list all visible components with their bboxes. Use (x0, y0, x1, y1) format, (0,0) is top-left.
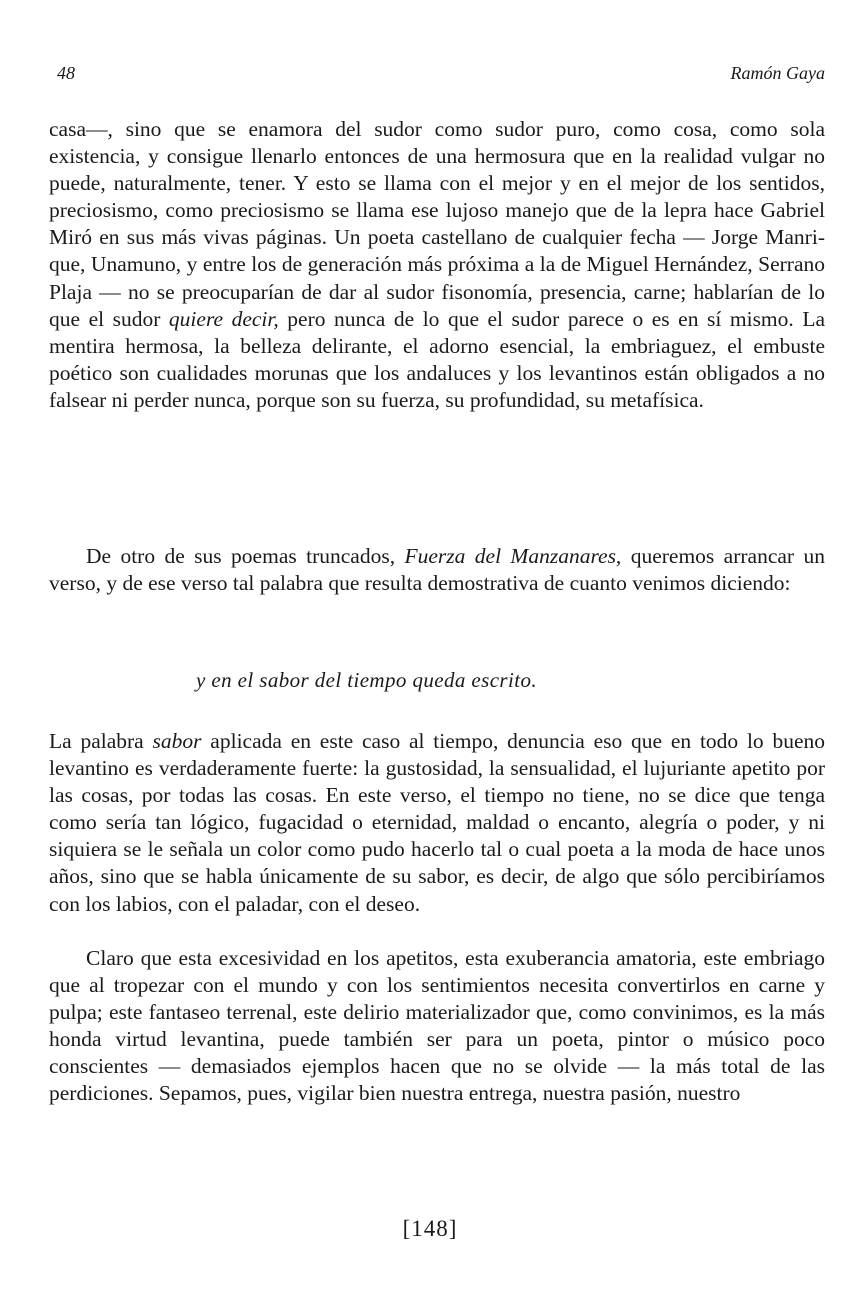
paragraph-4-text: Claro que esta excesividad en los apetitos, esta exuberancia amatoria, este embriago que al tropezar con el mundo y con los sentimientos necesita convertirlos en carne y pulpa; este fantaseo terrenal, este delirio materializador que, como convinimos, es la más honda virtud levantina, puede también ser para un poeta, pintor o músico poco conscientes — demasiados ejemplos hacen que no se olvide — la más total de las perdiciones. Sepamos, pues, vigilar bien nuestra entrega, nuestra pasión, nuestro (49, 946, 825, 1106)
page-header (57, 63, 825, 89)
paragraph-1-text-after: pero nunca de lo que el sudor parece o es en sí mismo. La mentira hermosa, la belleza delirante, el adorno esencial, la embriaguez, el embuste poético son cualidades morunas que los andaluces y los levantinos están obligados a no falsear ni perder nunca, porque son su fuerza, su profundidad, su metafísica. (49, 306, 825, 412)
paragraph-2 (49, 543, 825, 597)
paragraph-1-emphasis: quiere decir, (168, 306, 279, 331)
paragraph-2-emphasis: Fuerza del Manzanares, (404, 544, 622, 568)
paragraph-2-text-after: queremos arrancar un verso, y de ese verso tal palabra que resulta demostrativa de cuanto venimos diciendo: (49, 544, 825, 596)
paragraph-2-text-before: De otro de sus poemas truncados, (86, 544, 405, 568)
paragraph-4 (49, 945, 825, 1108)
paragraph-3-emphasis: sabor (152, 729, 202, 753)
paragraph-3-text-after: aplicada en este caso al tiempo, denuncia eso que en todo lo bueno levantino es verdaderamente fuerte: la gustosidad, la sensualidad, el lujuriante apetito por las cosas, por todas las cosas. En este verso, el tiempo no tiene, no se dice que tenga como sería tan lógico, fugacidad o eternidad, maldad o encanto, alegría o poder, y ni siquiera se le señala un color como pudo hacerlo tal o cual poeta a la moda de hace unos años, sino que se habla únicamente de su sabor, es decir, de algo que sólo percibiríamos con los labios, con el paladar, con el deseo. (49, 729, 826, 916)
page-number: 48 (57, 63, 75, 83)
running-head: Ramón Gaya (730, 63, 825, 83)
paragraph-1-text: casa—, sino que se enamora del sudor como sudor puro, como cosa, como sola existencia, y consigue llenarlo entonces de una hermosura que en la realidad vulgar no puede, naturalmente, tener. Y esto se llama con el mejor y en el mejor de los sentidos, preciosismo, como preciosismo se llama ese lujoso manejo que de la lepra hace Gabriel Miró en sus más vivas páginas. Un poeta castellano de cualquier fecha — Jorge Manrique, Unamuno, y entre los de generación más próxima a la de Miguel Hernández, Serrano Plaja — no se preocuparían de dar al sudor fisonomía, presencia, carne; hablarían de lo que el sudor (49, 117, 825, 331)
folio-number: [148] (402, 1216, 458, 1241)
paragraph-3-text-before: La palabra (49, 729, 153, 753)
verse-quote: y en el sabor del tiempo queda escrito. (196, 668, 538, 692)
paragraph-1 (49, 116, 825, 414)
paragraph-3 (49, 728, 825, 918)
